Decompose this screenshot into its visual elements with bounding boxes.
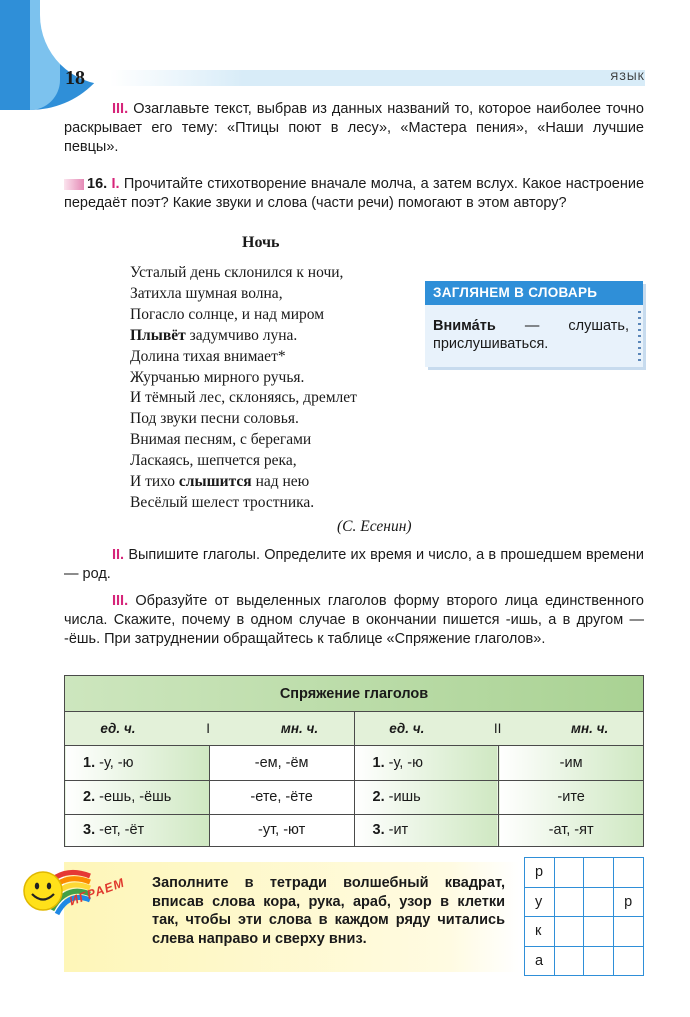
table-cell: 3. -ит [354, 814, 499, 846]
dictionary-word: Внима́ть [433, 318, 496, 334]
task16-ii-paragraph [64, 546, 644, 584]
poem-line: Затихла шумная волна, [130, 284, 283, 302]
table-row [65, 780, 644, 814]
dictionary-entry [425, 305, 643, 353]
grid-cell [554, 946, 584, 976]
poem-line: Погасло солнце, и над миром [130, 305, 325, 323]
task-number-marker [64, 179, 84, 190]
grid-cell: р [525, 858, 555, 888]
table-row [65, 814, 644, 846]
smiley-icon [22, 870, 64, 912]
poem-author: (С. Есенин) [337, 518, 412, 535]
table-cell: -ат, -ят [499, 814, 644, 846]
task16-ii-roman: II. [112, 547, 125, 563]
task15-iii-roman: III. [112, 101, 129, 117]
grid-cell [614, 946, 644, 976]
table-cell: -ете, -ёте [209, 780, 354, 814]
grid-cell [584, 946, 614, 976]
table-cell: 1. -у, -ю [354, 746, 499, 780]
header-plural: мн. ч. [280, 721, 319, 737]
task16-text: Прочитайте стихотворение вначале молча, а затем вслух. Какое настроение передаёт поэт? Какие звуки и слова (части речи) помогают в этом автору? [64, 176, 645, 211]
task16-ii-text: Выпишите глаголы. Определите их время и число, а в прошедшем времени — род. [64, 547, 645, 582]
play-label: ИГРАЕМ [67, 875, 127, 909]
task15-iii-text: Озаглавьте текст, выбрав из данных названий то, которое наиболее точно раскрывает его тему: «Птицы поют в лесу», «Мастера пения», «Наши лучшие певцы». [64, 101, 644, 155]
poem-line: Ласкаясь, шепчется река, [130, 452, 297, 470]
grid-cell: р [614, 887, 644, 917]
grid-cell [614, 917, 644, 947]
task16-iii-roman: III. [112, 593, 129, 609]
dotted-border [638, 311, 641, 365]
page-number: 18 [65, 67, 85, 89]
grid-cell: у [525, 887, 555, 917]
table-cell: -ем, -ём [209, 746, 354, 780]
header-singular: ед. ч. [100, 721, 136, 737]
grid-cell: к [525, 917, 555, 947]
grid-cell [554, 887, 584, 917]
poem [130, 263, 357, 514]
table-title-row [65, 676, 644, 712]
grid-cell: а [525, 946, 555, 976]
magic-square-grid [524, 857, 644, 976]
dictionary-box [425, 281, 643, 367]
table-header-row [65, 712, 644, 746]
task16-iii-paragraph [64, 592, 644, 649]
header-plural: мн. ч. [570, 721, 609, 737]
poem-line: Долина тихая внимает* [130, 347, 286, 365]
poem-line: Усталый день склонился к ночи, [130, 264, 344, 281]
conjugation-i-header [65, 712, 355, 746]
poem-line: Весёлый шелест тростника. [130, 493, 315, 511]
table-title: Спряжение глаголов [65, 676, 644, 712]
table-row [65, 746, 644, 780]
header-roman-i: I [206, 721, 211, 737]
table-cell: -ите [499, 780, 644, 814]
grid-cell [584, 887, 614, 917]
play-task-text: Заполните в тетради волшебный квадрат, вписав слова кора, рука, араб, узор в клетки так, чтобы эти слова в каждом ряду читались слева направо и сверху вниз. [152, 875, 505, 947]
grid-cell [584, 917, 614, 947]
task16-roman: I. [111, 176, 120, 192]
poem-line: Журчанью мирного ручья. [130, 368, 305, 386]
task16-iii-text: Образуйте от выделенных глаголов форму второго лица единственного числа. Скажите, почему в одном случае в окончании пишется -ишь, а в другом — -ёшь. При затруднении обращайтесь к таблице «Спряжение глаголов». [64, 593, 644, 647]
task16-number: 16. [87, 176, 108, 192]
table-cell: 2. -ишь [354, 780, 499, 814]
table-cell: -ут, -ют [209, 814, 354, 846]
conjugation-ii-header [354, 712, 644, 746]
running-head: ЯЗЫК [610, 71, 645, 83]
poem-line: Под звуки песни соловья. [130, 410, 299, 428]
poem-line: И тёмный лес, склоняясь, дремлет [130, 389, 357, 407]
table-cell: 1. -у, -ю [65, 746, 210, 780]
table-cell: -им [499, 746, 644, 780]
grid-cell [554, 917, 584, 947]
header-roman-ii: II [493, 721, 502, 737]
poem-title: Ночь [242, 234, 280, 251]
grid-cell [554, 858, 584, 888]
task15-iii-paragraph [64, 100, 644, 157]
header-singular: ед. ч. [389, 721, 425, 737]
header-band [110, 70, 645, 86]
poem-line: Плывёт задумчиво луна. [130, 326, 298, 344]
dictionary-definition: — слушать, прислушиваться. [433, 318, 629, 352]
poem-line: Внимая песням, с берегами [130, 431, 312, 449]
grid-cell [584, 858, 614, 888]
table-cell: 2. -ешь, -ёшь [65, 780, 210, 814]
conjugation-table [64, 675, 644, 847]
poem-line: И тихо слышится над нею [130, 473, 310, 491]
dictionary-heading: ЗАГЛЯНЕМ В СЛОВАРЬ [425, 281, 643, 305]
task16-paragraph [64, 175, 644, 213]
table-cell: 3. -ет, -ёт [65, 814, 210, 846]
grid-cell [614, 858, 644, 888]
